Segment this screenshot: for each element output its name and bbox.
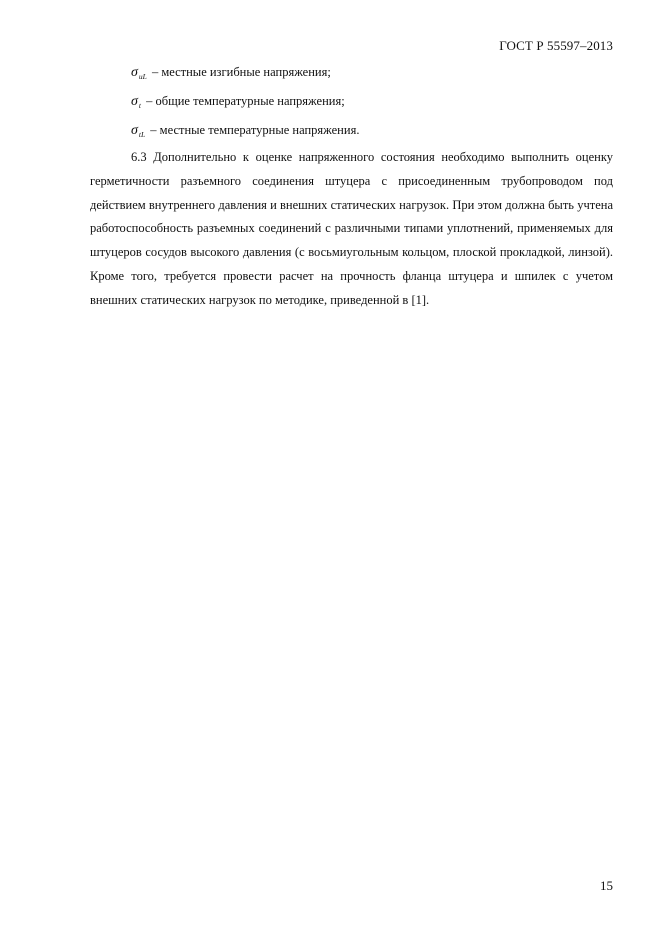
sigma-symbol: $\sigma_{uL}$	[131, 65, 147, 81]
definition-item	[131, 120, 359, 149]
page-number: 15	[600, 878, 613, 893]
definition-item	[131, 91, 359, 120]
definition-text: – местные температурные напряжения.	[147, 123, 360, 137]
document-number: ГОСТ Р 55597–2013	[499, 38, 613, 53]
definition-text: – общие температурные напряжения;	[143, 94, 345, 108]
sigma-symbol: $\sigma_{tL}$	[131, 123, 146, 139]
sigma-symbol: $\sigma_t$	[131, 94, 141, 110]
section-paragraph-6-3: 6.3 Дополнительно к оценке напряженного состояния необходимо выполнить оценку герметичности разъемного соединения штуцера с присоединенным трубопроводом под действием внутреннего давления и внешних статических нагрузок. При этом должна быть учтена работоспособность разъемных соединений с различными типами уплотнений, применяемых для штуцеров сосудов высокого давления (с восьмиугольным кольцом, плоской прокладкой, линзой). Кроме того, требуется провести расчет на прочность фланца штуцера и шпилек с учетом внешних статических нагрузок по методике, приведенной в [1].	[90, 150, 613, 307]
definition-text: – местные изгибные напряжения;	[148, 65, 331, 79]
definitions-list	[131, 62, 359, 149]
definition-item	[131, 62, 359, 91]
